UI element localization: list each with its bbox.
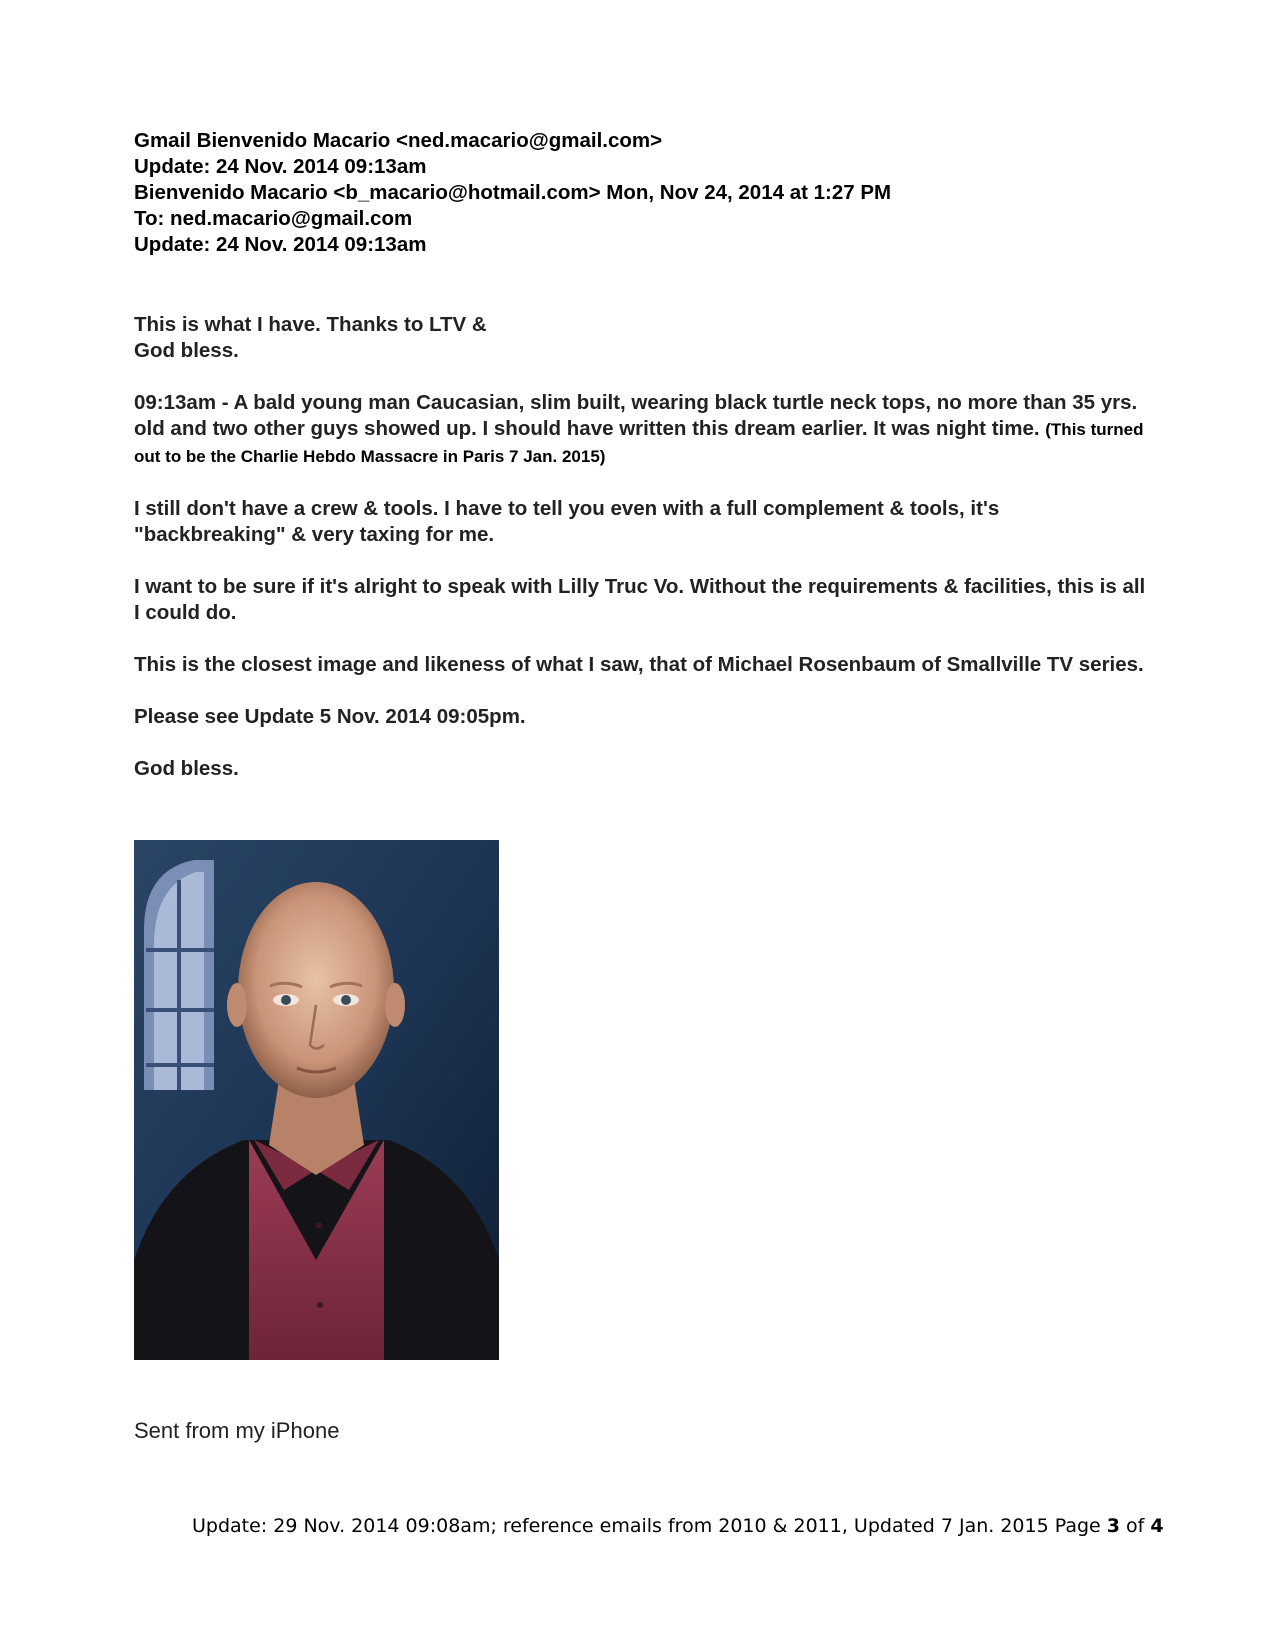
portrait-photo <box>134 840 499 1360</box>
header-recipient-line: To: ned.macario@gmail.com <box>134 207 413 230</box>
header-sender-line: Bienvenido Macario <b_macario@hotmail.com> Mon, Nov 24, 2014 at 1:27 PM <box>134 181 892 204</box>
email-body <box>134 312 1154 808</box>
footer-text: Update: 29 Nov. 2014 09:08am; reference emails from 2010 & 2011, Updated 7 Jan. 2015 Page <box>192 1515 1107 1537</box>
footer-page-total: 4 <box>1150 1515 1164 1537</box>
footer-of: of <box>1120 1515 1151 1537</box>
paragraph-intro <box>134 312 1154 364</box>
paragraph-crew: I still don't have a crew & tools. I have to tell you even with a full complement & tools, it's "backbreaking" & very taxing for me. <box>134 497 1000 546</box>
paragraph-permission: I want to be sure if it's alright to speak with Lilly Truc Vo. Without the requirements & facilities, this is all I could do. <box>134 575 1146 624</box>
email-signature: Sent from my iPhone <box>134 1418 340 1443</box>
intro-line-2: God bless. <box>134 339 239 362</box>
paragraph-see-update: Please see Update 5 Nov. 2014 09:05pm. <box>134 705 526 728</box>
page-footer <box>192 1515 1164 1537</box>
footer-page-number: 3 <box>1106 1515 1120 1537</box>
header-gmail-line: Gmail Bienvenido Macario <ned.macario@gmail.com> <box>134 129 663 152</box>
intro-line-1: This is what I have. Thanks to LTV & <box>134 313 487 336</box>
dream-note: (This turned out to be the Charlie Hebdo Massacre in Paris 7 Jan. 2015) <box>134 420 1144 466</box>
email-header <box>134 128 1134 258</box>
header-update-line: Update: 24 Nov. 2014 09:13am <box>134 155 427 178</box>
paragraph-likeness: This is the closest image and likeness of what I saw, that of Michael Rosenbaum of Smallville TV series. <box>134 653 1144 676</box>
dream-text: 09:13am - A bald young man Caucasian, slim built, wearing black turtle neck tops, no more than 35 yrs. old and two other guys showed up. I should have written this dream earlier. It was night time. <box>134 391 1138 440</box>
header-update-line-2: Update: 24 Nov. 2014 09:13am <box>134 233 427 256</box>
paragraph-closing: God bless. <box>134 757 239 780</box>
paragraph-dream <box>134 390 1154 470</box>
